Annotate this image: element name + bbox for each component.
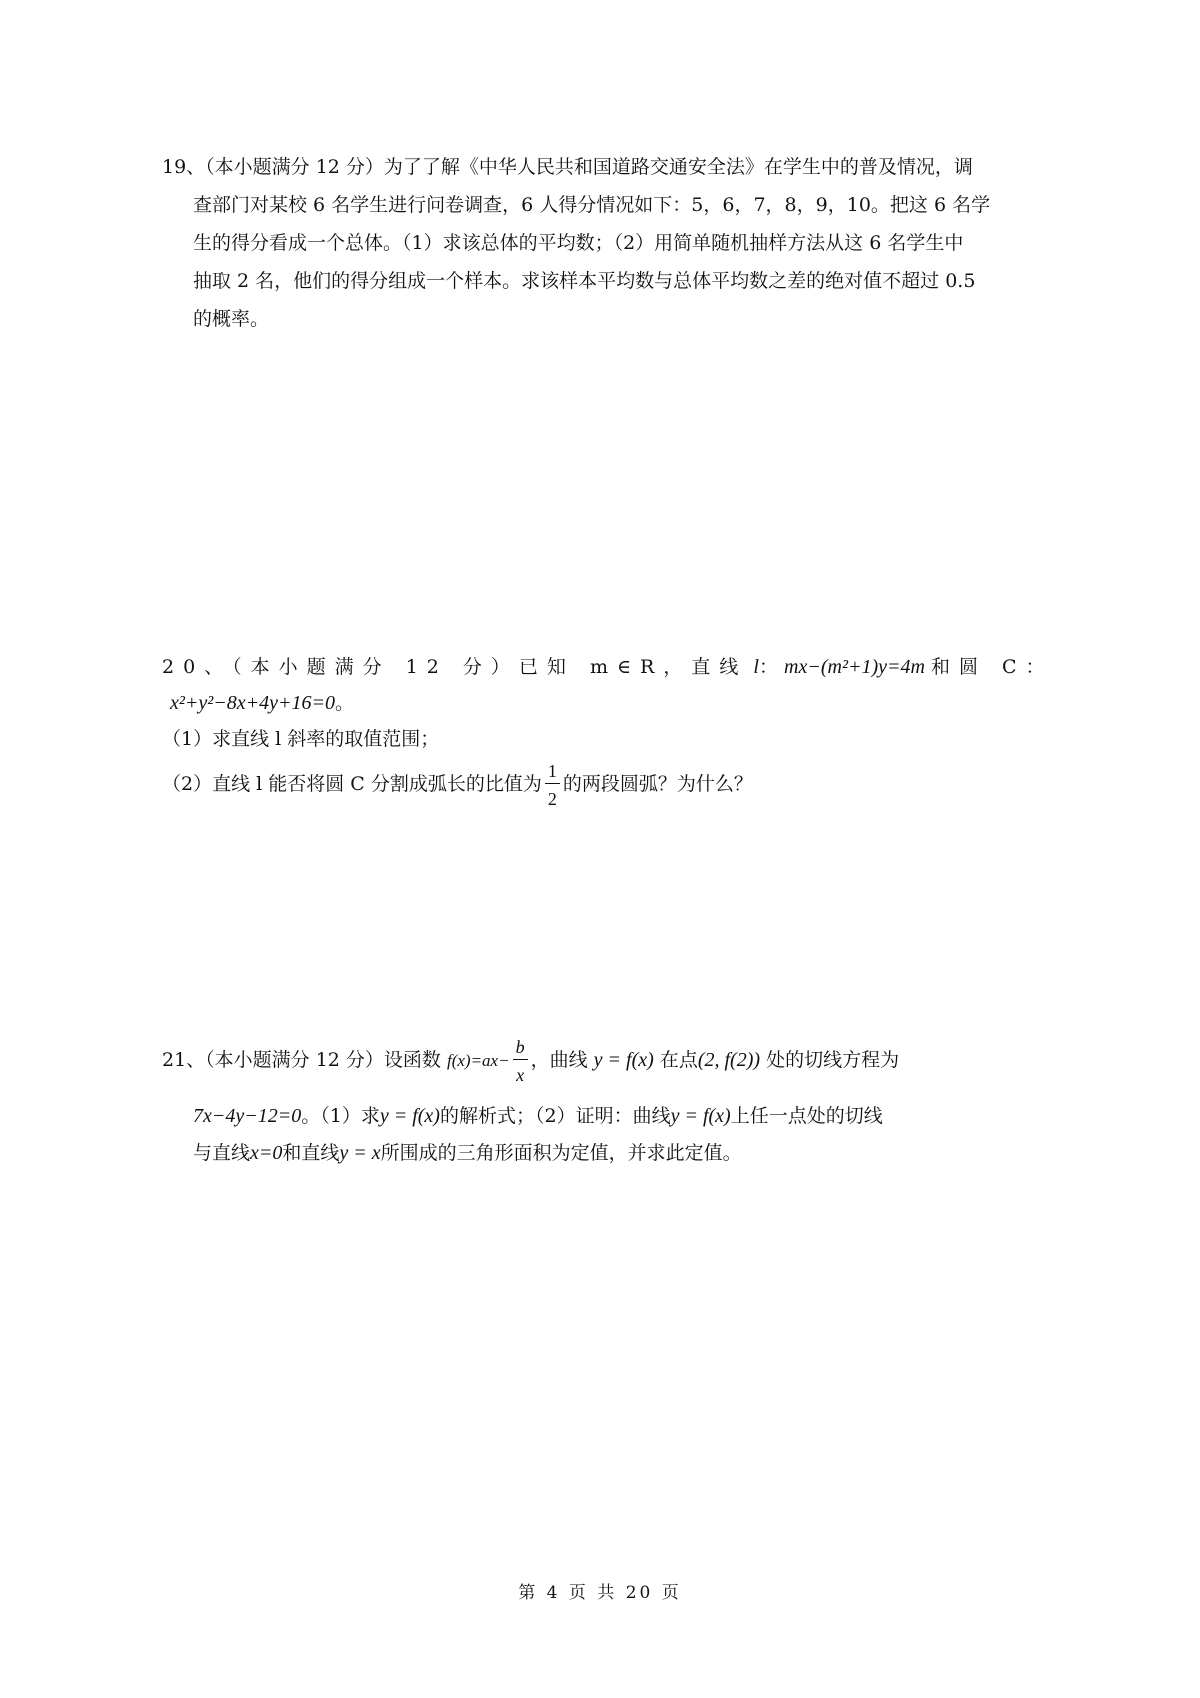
q20-circle-equation: x²+y²−8x+4y+16=0 bbox=[170, 692, 335, 714]
q21-line-1 bbox=[162, 1038, 899, 1084]
q19-line-5: 的概率。 bbox=[193, 308, 270, 330]
q20-part-2 bbox=[162, 762, 753, 808]
q21-tangent-equation: 7x−4y−12=0 bbox=[193, 1105, 302, 1127]
q21-point: (2, f(2)) bbox=[697, 1049, 761, 1071]
q21-line-3 bbox=[193, 1134, 742, 1172]
q21-function-fraction bbox=[513, 1038, 528, 1084]
q21-tangent-text: 处的切线方程为 bbox=[766, 1049, 900, 1071]
q21-fraction-numerator: b bbox=[513, 1038, 528, 1060]
q20-line-equation: mx−(m²+1)y=4m bbox=[784, 656, 925, 678]
q20-colon: ： bbox=[758, 656, 778, 678]
q20-part-2-before: （2）直线 l 能否将圆 C 分割成弧长的比值为 bbox=[162, 773, 542, 795]
q21-at-point: 在点 bbox=[659, 1049, 698, 1071]
q21-area-text: 所围成的三角形面积为定值，并求此定值。 bbox=[380, 1142, 742, 1164]
q21-with-line: 与直线 bbox=[193, 1142, 251, 1164]
q20-prefix: 20、（本小题满分 12 分）已知 m∈R，直线 bbox=[162, 656, 748, 678]
q20-ratio-fraction bbox=[545, 762, 560, 808]
q20-line-variable: l bbox=[753, 656, 759, 678]
q20-end-mark: 。 bbox=[334, 692, 354, 714]
q20-part-2-after: 的两段圆弧？为什么？ bbox=[562, 773, 753, 795]
q20-ratio-denominator: 2 bbox=[547, 789, 557, 809]
q21-function-lhs: f(x)=ax− bbox=[446, 1051, 510, 1070]
q20-ratio-numerator: 1 bbox=[545, 762, 560, 784]
q20-part-1: （1）求直线 l 斜率的取值范围； bbox=[162, 728, 440, 750]
page-footer: 第 4 页 共 20 页 bbox=[518, 1583, 682, 1603]
q21-line-2 bbox=[193, 1097, 883, 1135]
q19-line-3: 生的得分看成一个总体。（1）求该总体的平均数；（2）用简单随机抽样方法从这 6 名学生中 bbox=[193, 232, 964, 254]
q21-part-1-text: 。（1）求 bbox=[301, 1105, 380, 1127]
q21-line-yx: y = x bbox=[339, 1142, 381, 1164]
q20-line-1 bbox=[162, 648, 1054, 686]
q21-curve-3: y = f(x) bbox=[670, 1105, 731, 1127]
q21-prefix: 21、（本小题满分 12 分）设函数 bbox=[162, 1049, 441, 1071]
q21-line-x0: x=0 bbox=[250, 1142, 283, 1164]
q21-and-line: 和直线 bbox=[282, 1142, 340, 1164]
q19-line-4: 抽取 2 名，他们的得分组成一个样本。求该样本平均数与总体平均数之差的绝对值不超过 0.5 bbox=[193, 270, 976, 292]
q19-line-2: 查部门对某校 6 名学生进行问卷调查，6 人得分情况如下：5，6，7，8，9，10。把这 6 名学 bbox=[193, 194, 991, 216]
q21-curve: y = f(x) bbox=[593, 1049, 654, 1071]
q21-curve-2: y = f(x) bbox=[379, 1105, 440, 1127]
q21-mid: ，曲线 bbox=[530, 1049, 588, 1071]
q19-line-1: 19、（本小题满分 12 分）为了了解《中华人民共和国道路交通安全法》在学生中的普及情况，调 bbox=[162, 156, 973, 178]
q20-line-2 bbox=[170, 684, 354, 722]
q21-any-point-text: 上任一点处的切线 bbox=[730, 1105, 883, 1127]
q20-and-circle: 和圆 C： bbox=[930, 656, 1054, 678]
q21-analytic-text: 的解析式；（2）证明：曲线 bbox=[439, 1105, 671, 1127]
q21-fraction-denominator: x bbox=[516, 1065, 525, 1085]
